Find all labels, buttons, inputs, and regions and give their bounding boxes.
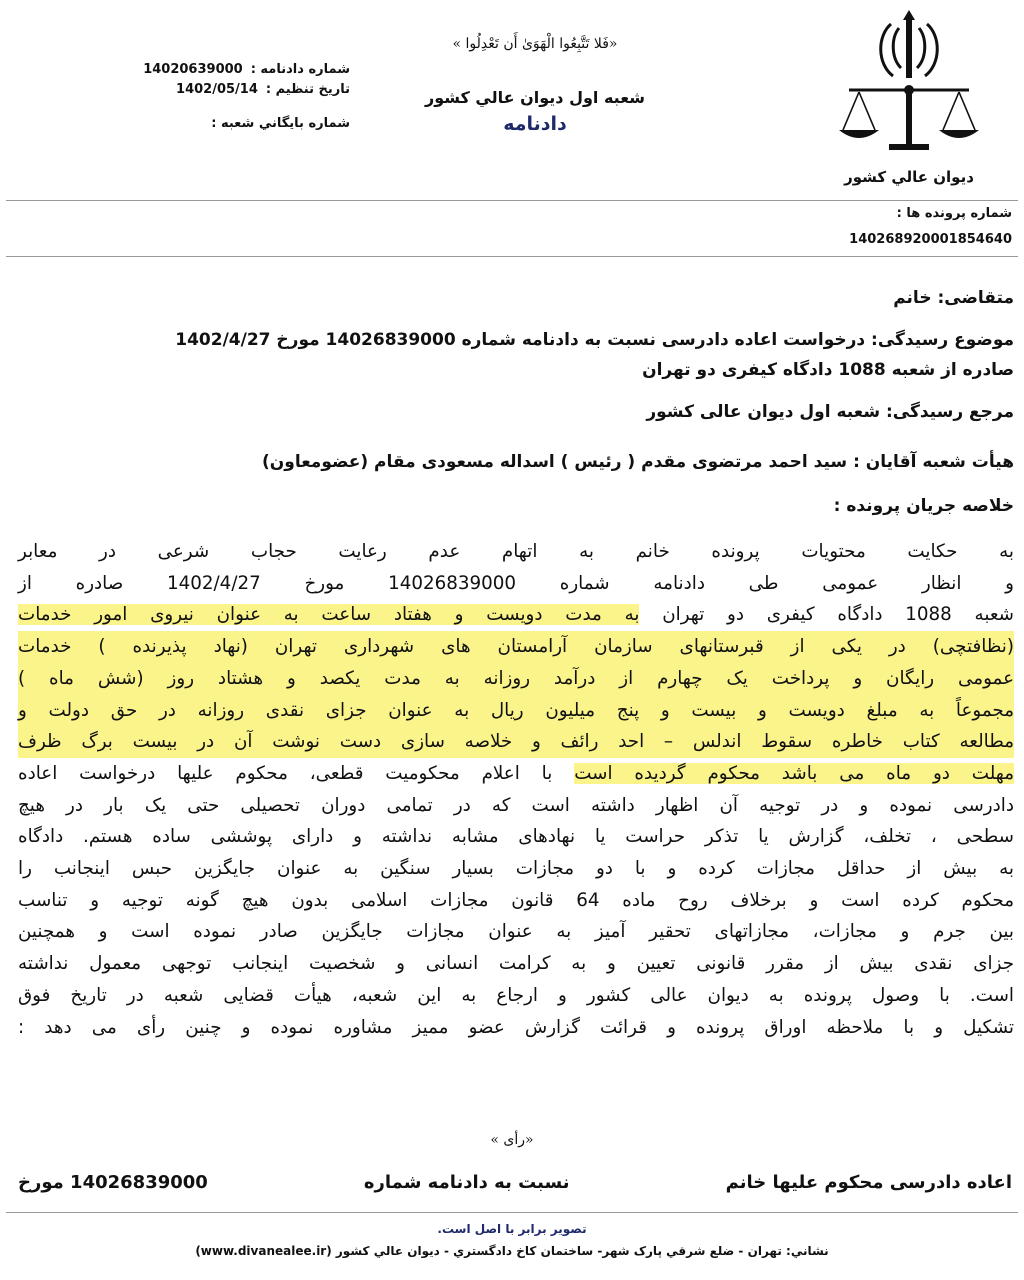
body-line: و انظار عمومی طی دادنامه شماره 14026839000 مورخ 1402/4/27 صادره از xyxy=(18,572,1014,594)
body-line: به حکایت محتویات پرونده خانم به اتهام عدم رعایت حجاب شرعی در معابر xyxy=(18,541,1014,562)
body-line: محکوم کرده است و برخلاف روح ماده 64 قانون مجازات اسلامی بدون هیچ گونه توجیه و تناسب xyxy=(18,889,1014,911)
verdict-part-right: اعاده دادرسی محکوم علیها خانم xyxy=(725,1172,1012,1193)
subject-line-2: صادره از شعبه 1088 دادگاه کیفری دو تهران xyxy=(642,360,1014,380)
panel-field: هیأت شعبه آقایان : سید احمد مرتضوی مقدم ( رئیس ) اسداله مسعودی مقام (عضومعاون) xyxy=(261,452,1014,472)
date-value: 1402/05/14 xyxy=(176,82,258,97)
emblem-block xyxy=(824,6,994,196)
subject-line-1: موضوع رسیدگی: درخواست اعاده دادرسی نسبت به دادنامه شماره 14026839000 مورخ 1402/4/27 xyxy=(175,330,1014,350)
body-line: است. با وصول پرونده به دیوان عالی کشور و ارجاع به این شعبه، هیأت قضایی شعبه در تاریخ فوق xyxy=(18,984,1014,1006)
body-segment: شعبه 1088 دادگاه کیفری دو تهران xyxy=(662,604,1014,626)
footer-address: نشاني: تهران - ضلع شرقي پارک شهر- ساختمان کاخ دادگستري - ديوان عالي کشور (www.divanealee.ir) xyxy=(195,1244,829,1258)
ruling-number-value: 14020639000 xyxy=(143,62,243,77)
applicant-field: متقاضی: خانم xyxy=(893,288,1014,308)
date-label: تاريخ تنظيم : xyxy=(265,82,350,97)
body-line: سطحی ، تخلف، گزارش یا تذکر حراست یا نهادهای مشابه نداشته و دارای پوششی ساده هستم. دادگاه xyxy=(18,826,1014,848)
document-title: دادنامه xyxy=(503,113,567,135)
highlighted-text: به مدت دویست و هفتاد ساعت به عنوان نیروی امور خدمات xyxy=(18,604,640,626)
body-line: تشکیل و با ملاحظه اوراق پرونده و قرائت گزارش عضو ممیز مشاوره نموده و چنین رأی می دهد : xyxy=(18,1016,1014,1038)
verdict-line xyxy=(18,1172,1012,1193)
highlighted-text: مهلت دو ماه می باشد محکوم گردیده است xyxy=(574,762,1014,784)
body-line: جزای نقدی بیش از مقرر قانونی تعیین و به کرامت انسانی و شخصیت اینجانب توجهی معمول نداشته xyxy=(18,953,1014,975)
archive-label: شماره بايگاني شعبه : xyxy=(211,116,350,131)
verse: «فَلا تَتَّبِعُوا الْهَوَىٰ أَن تَعْدِلُوا » xyxy=(452,36,618,52)
highlighted-text: مجموعاً به مبلغ دویست و بیست و پنج میلیون ریال به عنوان جزای نقدی روزانه در حق دولت و xyxy=(18,695,1014,727)
body-line: دادرسی نموده و در توجیه آن اظهار داشته است که در تمامی دوران تحصیلی حتی یک بار در هیچ xyxy=(18,794,1014,816)
ruling-number-row xyxy=(90,60,350,80)
highlighted-text: مطالعه کتاب خاطره سقوط اندلس – احد رائف و خلاصه سازی دست نوشت آن در بیست برگ ظرف xyxy=(18,726,1014,758)
body-segment: با اعلام محکومیت قطعی، محکوم علیها درخواست اعاده xyxy=(18,762,553,784)
body-line: بین جرم و مجازات، مجازاتهای تحقیر آمیز به عنوان مجازات جایگزین صادر نموده است و همچنین xyxy=(18,921,1014,943)
body-line xyxy=(18,599,1014,631)
summary-heading: خلاصه جریان پرونده : xyxy=(833,496,1014,516)
highlighted-text: عمومی رایگان و پرداخت یک چهارم از درآمد روزانه به مدت یکصد و هشتاد روز (شش ماه ) xyxy=(18,663,1014,695)
body-line: به بیش از حداقل مجازات کرده و با دو مجازات بسیار سنگین به عنوان جایگزین حبس اینجانب را xyxy=(18,858,1014,880)
verdict-part-left: 14026839000 مورخ xyxy=(18,1172,208,1193)
ruling-number-label: شماره دادنامه : xyxy=(250,62,350,77)
scales-emblem-icon xyxy=(829,6,989,166)
highlighted-text: (نظافتچی) در یکی از قبرستانهای سازمان آرامستان های شهرداری تهران (نهاد پذیرنده ) خدمات xyxy=(18,631,1014,663)
meta-box xyxy=(90,60,350,134)
verdict-heading: «رأی » xyxy=(490,1132,534,1148)
copy-certification: تصوير برابر با اصل است. xyxy=(437,1222,587,1236)
archive-row xyxy=(90,114,350,134)
date-row xyxy=(90,80,350,100)
case-summary-body xyxy=(18,536,1014,1043)
emblem-caption: ديوان عالي كشور xyxy=(844,168,974,186)
divider-bottom xyxy=(6,1212,1018,1213)
files-label: شماره پرونده ها : xyxy=(896,206,1012,221)
body-line xyxy=(18,758,1014,790)
divider-middle xyxy=(6,256,1018,257)
reference-field: مرجع رسیدگی: شعبه اول دیوان عالی کشور xyxy=(646,402,1014,422)
court-name: شعبه اول ديوان عالي كشور xyxy=(425,88,645,107)
header-center xyxy=(370,36,700,135)
divider-top xyxy=(6,200,1018,201)
verdict-part-middle: نسبت به دادنامه شماره xyxy=(363,1172,570,1193)
files-value: 140268920001854640 xyxy=(849,232,1012,247)
